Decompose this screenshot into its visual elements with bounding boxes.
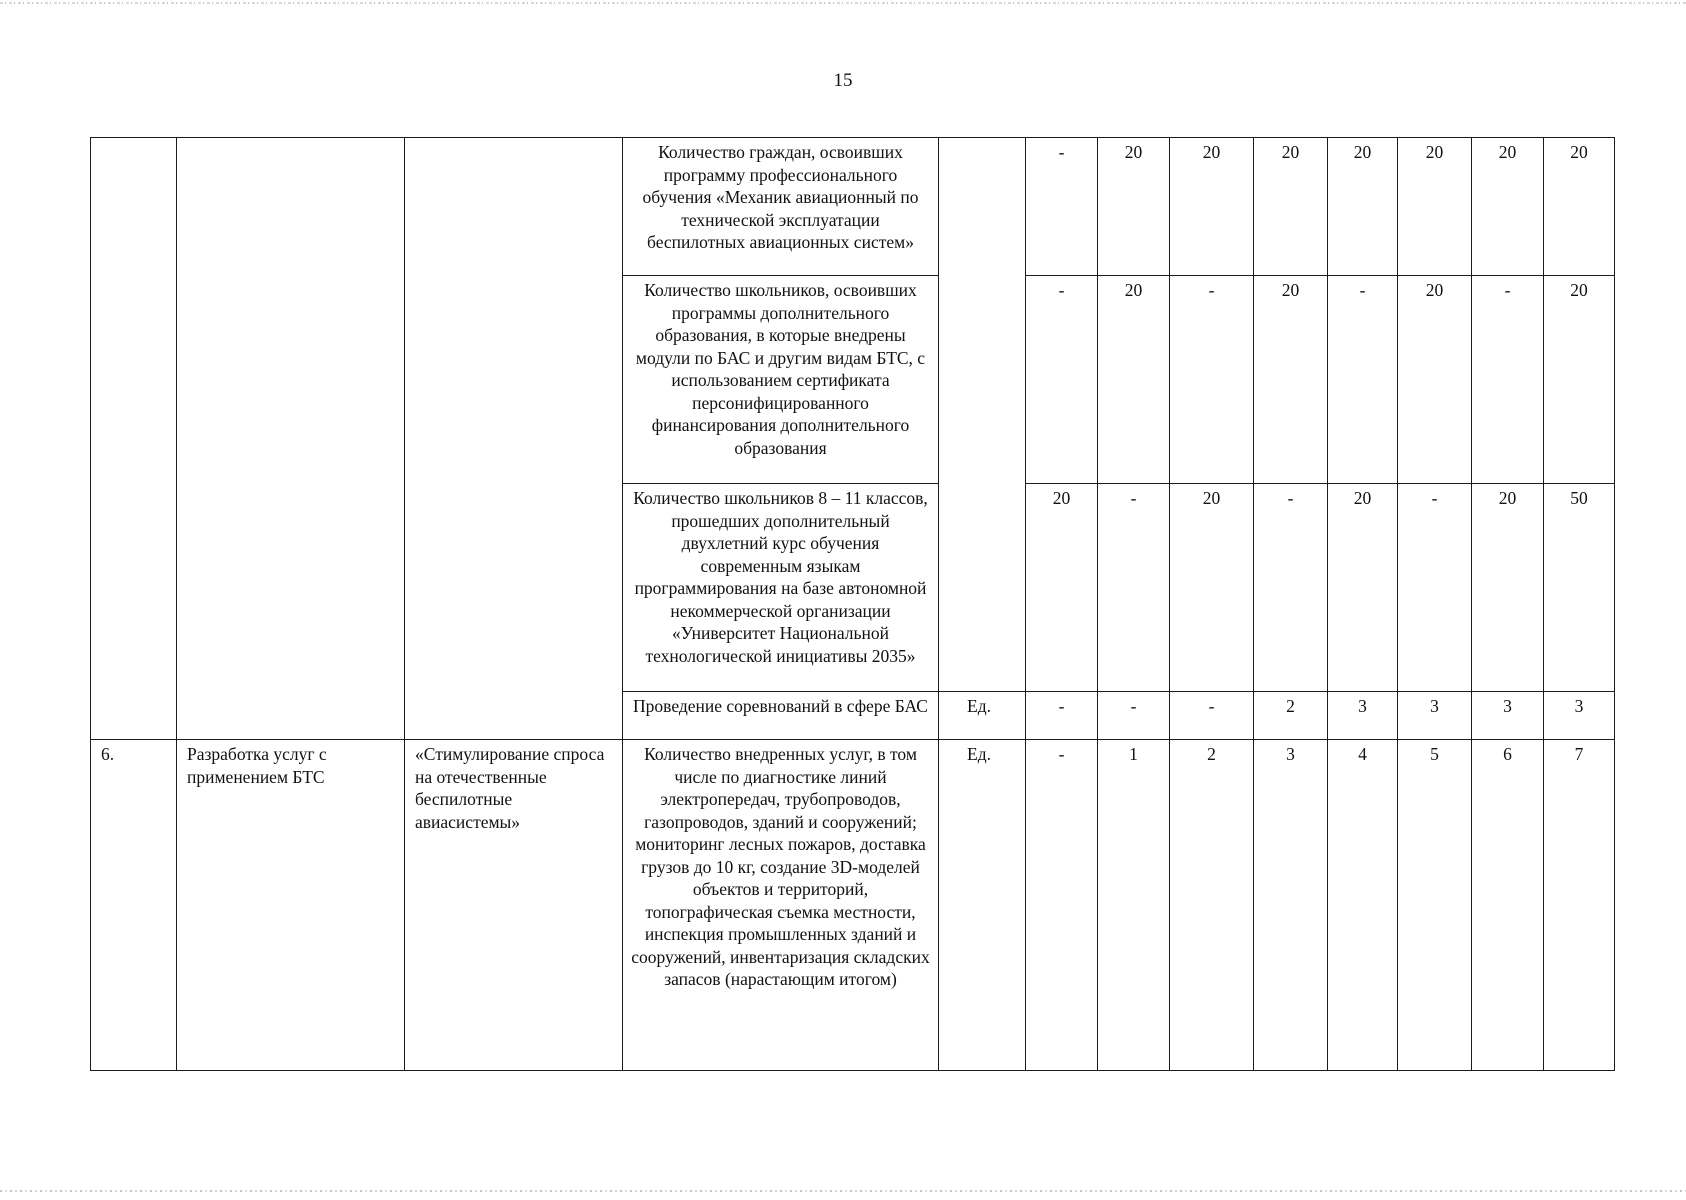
row-number-cell: 6. <box>91 740 177 1071</box>
value-cell: 50 <box>1544 484 1615 692</box>
table-row <box>91 138 1615 276</box>
indicator-cell: Количество школьников, освоивших программы дополнительного образования, в которые внедрены модули по БАС и другим видам БТС, с использованием сертификата персонифицированного финансирования дополнительного образования <box>623 276 939 484</box>
value-cell: - <box>1472 276 1544 484</box>
value-cell: 5 <box>1398 740 1472 1071</box>
value-cell: 4 <box>1328 740 1398 1071</box>
value-cell: - <box>1026 740 1098 1071</box>
value-cell: 20 <box>1472 484 1544 692</box>
value-cell: 6 <box>1472 740 1544 1071</box>
value-cell: 2 <box>1170 740 1254 1071</box>
unit-cell <box>939 138 1026 692</box>
table-row <box>91 740 1615 1071</box>
unit-cell: Ед. <box>939 740 1026 1071</box>
value-cell: 20 <box>1098 276 1170 484</box>
row-number-cell <box>91 138 177 740</box>
value-cell: 20 <box>1170 138 1254 276</box>
indicator-cell: Количество граждан, освоивших программу профессионального обучения «Механик авиационный по технической эксплуатации беспилотных авиационных систем» <box>623 138 939 276</box>
indicator-cell: Количество внедренных услуг, в том числе по диагностике линий электропередач, трубопроводов, газопроводов, зданий и сооружений; мониторинг лесных пожаров, доставка грузов до 10 кг, создание 3D-моделей объектов и территорий, топографическая съемка местности, инспекция промышленных зданий и сооружений, инвентаризация складских запасов (нарастающим итогом) <box>623 740 939 1071</box>
value-cell: 3 <box>1398 692 1472 740</box>
value-cell: 3 <box>1472 692 1544 740</box>
value-cell: 20 <box>1254 276 1328 484</box>
value-cell: - <box>1170 692 1254 740</box>
value-cell: 20 <box>1544 276 1615 484</box>
value-cell: - <box>1026 692 1098 740</box>
indicator-cell: Количество школьников 8 – 11 классов, прошедших дополнительный двухлетний курс обучения современным языкам программирования на базе автономной некоммерческой организации «Университет Национальной технологической инициативы 2035» <box>623 484 939 692</box>
task-cell: Разработка услуг с применением БТС <box>177 740 405 1071</box>
scan-edge-top <box>0 2 1686 4</box>
value-cell: 20 <box>1254 138 1328 276</box>
value-cell: 3 <box>1254 740 1328 1071</box>
value-cell: 20 <box>1328 138 1398 276</box>
value-cell: - <box>1098 484 1170 692</box>
indicator-cell: Проведение соревнований в сфере БАС <box>623 692 939 740</box>
value-cell: 20 <box>1544 138 1615 276</box>
value-cell: - <box>1328 276 1398 484</box>
value-cell: 20 <box>1328 484 1398 692</box>
value-cell: 3 <box>1328 692 1398 740</box>
value-cell: 20 <box>1472 138 1544 276</box>
unit-cell: Ед. <box>939 692 1026 740</box>
indicators-table <box>90 137 1615 1071</box>
value-cell: 2 <box>1254 692 1328 740</box>
value-cell: - <box>1170 276 1254 484</box>
value-cell: 3 <box>1544 692 1615 740</box>
value-cell: - <box>1398 484 1472 692</box>
value-cell: 20 <box>1170 484 1254 692</box>
value-cell: 1 <box>1098 740 1170 1071</box>
value-cell: 20 <box>1398 138 1472 276</box>
task-cell <box>177 138 405 740</box>
project-cell: «Стимулирование спроса на отечественные беспилотные авиасистемы» <box>405 740 623 1071</box>
value-cell: - <box>1254 484 1328 692</box>
value-cell: - <box>1026 138 1098 276</box>
page-number: 15 <box>833 70 853 91</box>
value-cell: 20 <box>1098 138 1170 276</box>
value-cell: - <box>1026 276 1098 484</box>
value-cell: 20 <box>1398 276 1472 484</box>
value-cell: 20 <box>1026 484 1098 692</box>
scan-edge-bottom <box>0 1190 1686 1192</box>
project-cell <box>405 138 623 740</box>
value-cell: - <box>1098 692 1170 740</box>
value-cell: 7 <box>1544 740 1615 1071</box>
